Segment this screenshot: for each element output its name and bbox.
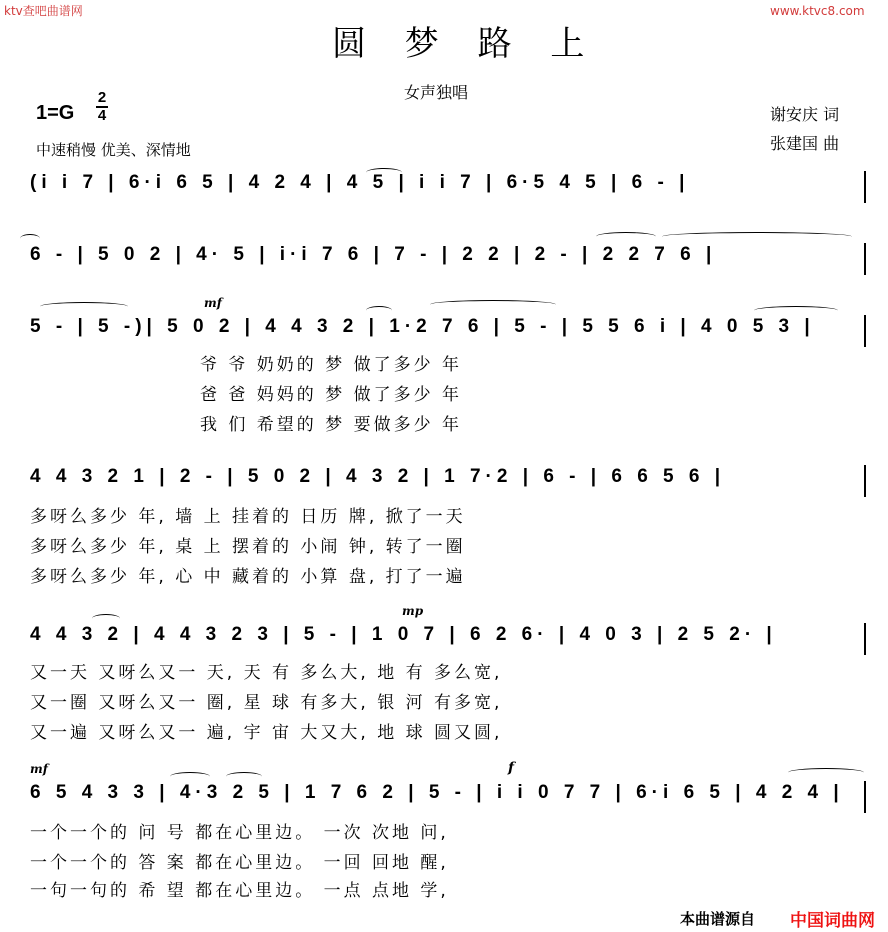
subtitle: 女声独唱 (404, 83, 469, 102)
slur (596, 232, 656, 241)
lyric-verse-1: 又一天 又呀么又一 天, 天 有 多么大, 地 有 多么宽, (30, 663, 503, 683)
key-signature: 1=G (36, 102, 75, 124)
slur (430, 300, 556, 309)
notes-line: 4 4 3 2 1 | 2 - | 5 0 2 | 4 3 2 | 1 7·2 | 6 - | 6 6 5 6 | (30, 466, 726, 487)
lyric-verse-1: 一个一个的 问 号 都在心里边。 一次 次地 问, (30, 823, 449, 843)
time-denominator: 4 (97, 107, 107, 124)
watermark-left: ktv查吧曲谱网 (4, 4, 83, 18)
staff-system-6 (0, 778, 888, 818)
dynamic-mark: mf (204, 296, 222, 310)
dynamic-mark: f (508, 760, 515, 776)
slur (226, 772, 262, 781)
lyric-verse-3: 一句一句的 希 望 都在心里边。 一点 点地 学, (30, 881, 449, 901)
watermark-right: www.ktvc8.com (770, 4, 865, 18)
notes-line: (i i 7 | 6·i 6 5 | 4 2 4 | 4 5 | i i 7 | 6·5 4 5 | 6 - | (30, 172, 690, 193)
composer-credit: 张建国 曲 (770, 134, 840, 153)
slur (170, 772, 210, 781)
footer-site-link[interactable]: 中国词曲网 (790, 911, 875, 931)
dynamic-mark: mp (402, 604, 424, 618)
bar-line (864, 315, 866, 347)
lyric-verse-2: 一个一个的 答 案 都在心里边。 一回 回地 醒, (30, 853, 449, 873)
slur (20, 234, 40, 243)
notes-line: 5 - | 5 -)| 5 0 2 | 4 4 3 2 | 1·2 7 6 | 5 - | 5 5 6 i | 4 0 5 3 | (30, 316, 815, 337)
lyric-verse-3: 又一遍 又呀么又一 遍, 宇 宙 大又大, 地 球 圆又圆, (30, 723, 503, 743)
notes-line: 6 5 4 3 3 | 4·3 2 5 | 1 7 6 2 | 5 - | i i 0 7 7 | 6·i 6 5 | 4 2 4 | (30, 782, 844, 803)
slur (92, 614, 120, 623)
notes-line: 4 4 3 2 | 4 4 3 2 3 | 5 - | 1 0 7 | 6 2 6· | 4 0 3 | 2 5 2· | (30, 624, 777, 645)
song-title: 圆 梦 路 上 (332, 24, 599, 64)
bar-line (864, 623, 866, 655)
lyricist-credit: 谢安庆 词 (770, 105, 840, 124)
slur (754, 306, 838, 315)
slur (788, 768, 864, 777)
lyric-verse-2: 多呀么多少 年, 桌 上 摆着的 小闹 钟, 转了一圈 (30, 537, 466, 557)
slur (40, 302, 128, 311)
slur (366, 168, 402, 177)
notes-line: 6 - | 5 0 2 | 4· 5 | i·i 7 6 | 7 - | 2 2 | 2 - | 2 2 7 6 | (30, 244, 717, 265)
lyric-verse-2: 又一圈 又呀么又一 圈, 星 球 有多大, 银 河 有多宽, (30, 693, 503, 713)
lyric-verse-3: 多呀么多少 年, 心 中 藏着的 小算 盘, 打了一遍 (30, 567, 466, 587)
time-signature (96, 90, 108, 124)
staff-system-5 (0, 620, 888, 660)
lyric-verse-1: 爷 爷 奶奶的 梦 做了多少 年 (200, 355, 463, 375)
time-numerator: 2 (97, 89, 107, 106)
lyric-verse-2: 爸 爸 妈妈的 梦 做了多少 年 (200, 385, 463, 405)
lyric-verse-1: 多呀么多少 年, 墙 上 挂着的 日历 牌, 掀了一天 (30, 507, 466, 527)
bar-line (864, 781, 866, 813)
staff-system-2 (0, 240, 888, 280)
bar-line (864, 243, 866, 275)
bar-line (864, 171, 866, 203)
lyric-verse-3: 我 们 希望的 梦 要做多少 年 (200, 415, 463, 435)
staff-system-4 (0, 462, 888, 502)
slur (366, 306, 392, 315)
staff-system-3 (0, 312, 888, 352)
dynamic-mark: mf (30, 762, 48, 776)
bar-line (864, 465, 866, 497)
slur (662, 232, 852, 241)
footer-source-label: 本曲谱源自 (680, 910, 756, 928)
tempo-marking: 中速稍慢 优美、深情地 (36, 141, 191, 159)
staff-system-1 (0, 168, 888, 208)
